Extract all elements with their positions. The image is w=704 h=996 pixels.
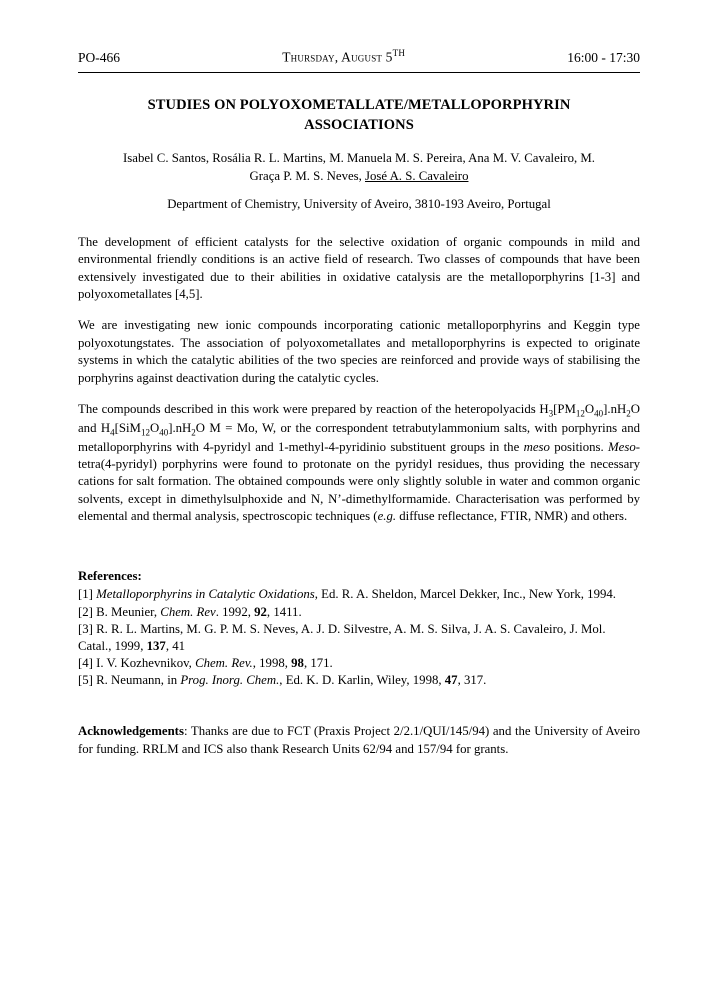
author-list <box>90 149 628 185</box>
p3-italic-meso-2: Meso <box>608 439 636 454</box>
references-heading: References: <box>78 569 142 584</box>
ref-2-post: . 1992, <box>215 604 255 619</box>
p3-sub1: 3 <box>548 408 554 419</box>
ref-5-tail: , 317. <box>457 673 487 688</box>
p3-seg1: The compounds described in this work were prepared by reaction of the heteropolyacids H <box>78 401 549 416</box>
paragraph-3 <box>78 401 640 526</box>
ref-1-italic: Metalloporphyrins in Catalytic Oxidations <box>96 587 315 602</box>
reference-4 <box>78 655 640 672</box>
p3-seg7: O <box>149 420 160 435</box>
p3-italic-eg: e.g. <box>377 509 397 524</box>
reference-1 <box>78 586 640 603</box>
ref-5-pre: R. Neumann, in <box>92 673 181 688</box>
ref-1-post: , Ed. R. A. Sheldon, Marcel Dekker, Inc., New York, 1994. <box>314 587 616 602</box>
ref-3-tail: , 41 <box>165 638 186 653</box>
reference-3 <box>78 621 640 655</box>
session-time: 16:00 - 17:30 <box>567 49 640 65</box>
ref-5-italic: Prog. Inorg. Chem. <box>180 673 280 688</box>
p3-seg5: O and H <box>78 401 640 435</box>
ref-4-volume: 98 <box>291 656 304 671</box>
ref-4-tail: , 171. <box>303 656 333 671</box>
affiliation: Department of Chemistry, University of Aveiro, 3810-193 Aveiro, Portugal <box>167 196 551 211</box>
ref-3-number: [3] <box>78 621 93 636</box>
p3-seg4: ].nH <box>603 401 627 416</box>
session-day <box>120 48 567 66</box>
paragraph-2: We are investigating new ionic compounds incorporating cationic metalloporphyrins and Keggin type polyoxotungstates. The association of polyoxometallates and metalloporphyrins is expected to originate systems in which the catalytic abilities of the two species are reinforced and provide ways of stabilising the porphyrins against deactivation during the catalytic cycles. <box>78 318 640 385</box>
ref-4-post: , 1998, <box>252 656 292 671</box>
abstract-code: PO-466 <box>78 49 121 65</box>
reference-5 <box>78 672 640 689</box>
p3-sub6: 12 <box>140 427 150 438</box>
acknowledgements-label: Acknowledgements <box>78 724 184 739</box>
p3-seg12: diffuse reflectance, FTIR, NMR) and others. <box>396 509 628 524</box>
p3-seg8: ].nH <box>168 420 192 435</box>
acknowledgements-text: : Thanks are due to FCT (Praxis Project 2/2.1/QUI/145/94) and the University of Aveiro for funding. RRLM and ICS also thank Research Units 62/94 and 157/94 for grants. <box>78 724 640 756</box>
ref-2-italic: Chem. Rev <box>160 604 216 619</box>
authors-line-2-prefix: Graça P. M. S. Neves, <box>249 168 366 183</box>
p3-sub7: 40 <box>159 427 169 438</box>
acknowledgements <box>78 723 640 758</box>
p3-seg3: O <box>584 401 595 416</box>
session-day-suffix: TH <box>392 48 406 58</box>
ref-4-italic: Chem. Rev. <box>195 656 253 671</box>
ref-2-volume: 92 <box>254 604 267 619</box>
session-day-text: Thursday, August 5 <box>282 49 393 65</box>
ref-4-pre: I. V. Kozhevnikov, <box>92 656 196 671</box>
authors-line-1: Isabel C. Santos, Rosália R. L. Martins, M. Manuela M. S. Pereira, Ana M. V. Cavaleiro, M. <box>123 150 595 165</box>
page-title: STUDIES ON POLYOXOMETALLATE/METALLOPORPHYRIN ASSOCIATIONS <box>147 96 571 133</box>
paragraph-1: The development of efficient catalysts for the selective oxidation of organic compounds in mild and environmental friendly conditions is an active field of research. Two classes of compounds that have been extensively investigated due to their abilities in oxidative catalysis are the metalloporphyrins [1-3] and polyoxometallates [4,5]. <box>78 234 640 301</box>
ref-2-pre: B. Meunier, <box>92 604 161 619</box>
p3-seg10: positions. <box>549 439 609 454</box>
p3-sub8: 2 <box>191 427 196 438</box>
p3-italic-meso: meso <box>523 439 550 454</box>
ref-2-number: [2] <box>78 604 93 619</box>
ref-3-pre: R. R. L. Martins, M. G. P. M. S. Neves, A. J. D. Silvestre, A. M. S. Silva, J. A. S. Cavaleiro, J. Mol. Catal., 1999, <box>78 621 606 653</box>
p3-seg11: -tetra(4-pyridyl) porphyrins were found to protonate on the pyridyl residues, thus providing the necessary cations for salt formation. The obtained compounds were only slightly soluble in water and common organic solvents, except in dimethylsulphoxide and N, N’-dimethylformamide. Characterisation was performed by elemental and thermal analysis, spectroscopic techniques ( <box>78 439 640 524</box>
p3-sub3: 40 <box>594 408 604 419</box>
page-header <box>78 48 640 73</box>
p3-seg2: [PM <box>553 401 576 416</box>
ref-4-number: [4] <box>78 656 93 671</box>
ref-5-volume: 47 <box>444 673 458 688</box>
ref-3-volume: 137 <box>146 638 166 653</box>
ref-5-post: , Ed. K. D. Karlin, Wiley, 1998, <box>279 673 445 688</box>
p3-seg9: O M = Mo, W, or the correspondent tetrabutylammonium salts, with porphyrins and metalloporphyrins with 4-pyridyl and 1-methyl-4-pyridinio substituent groups in the <box>78 420 640 454</box>
ref-5-number: [5] <box>78 673 93 688</box>
reference-2 <box>78 604 640 621</box>
ref-2-tail: , 1411. <box>266 604 302 619</box>
p3-seg6: [SiM <box>114 420 141 435</box>
p3-sub5: 4 <box>110 427 115 438</box>
ref-1-number: [1] <box>78 587 93 602</box>
p3-sub4: 2 <box>626 408 631 419</box>
p3-sub2: 12 <box>575 408 585 419</box>
presenting-author: José A. S. Cavaleiro <box>365 168 469 183</box>
